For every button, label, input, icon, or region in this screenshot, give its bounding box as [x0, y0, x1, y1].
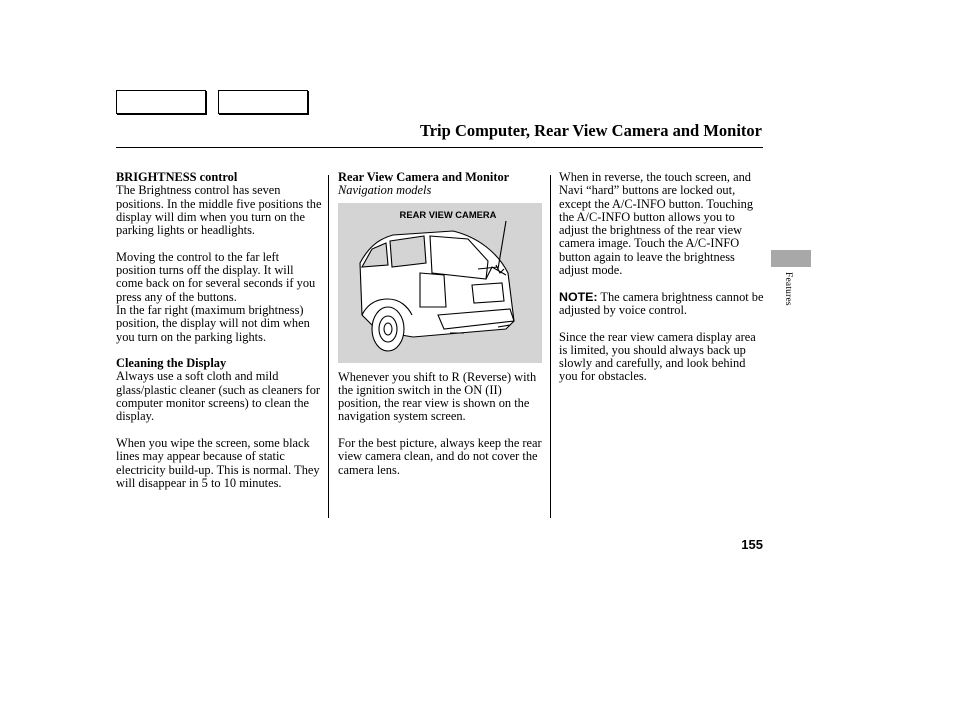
cleaning-heading: Cleaning the Display [116, 356, 227, 371]
brightness-paragraph-3: In the far right (maximum brightness) position, the display will not dim when you turn on the parking lights. [116, 302, 310, 344]
brightness-paragraph-1: The Brightness control has seven positions. In the middle five positions the display will dim when you turn on the parking lights or headlights. [116, 183, 322, 238]
note-paragraph [559, 291, 765, 318]
figure-label: REAR VIEW CAMERA [399, 208, 497, 220]
nav-box-2[interactable] [218, 90, 308, 114]
rear-view-camera-figure [338, 203, 542, 363]
column-divider-2 [550, 175, 551, 518]
note-text: The camera brightness cannot be adjusted by voice control. [559, 289, 764, 317]
camera-subheading: Navigation models [338, 183, 432, 198]
camera-heading: Rear View Camera and Monitor [338, 170, 510, 184]
title-rule [116, 147, 763, 148]
column-divider-1 [328, 175, 329, 518]
note-label: NOTE: [559, 289, 598, 304]
reverse-paragraph: When in reverse, the touch screen, and Navi “hard” buttons are locked out, except the A/C-INFO button. Touching the A/C-INFO button allows you to adjust the brightness of the rear view camera image. Touch the A/C-INFO button again to leave the brightness adjust mode. [559, 170, 754, 278]
middle-column [338, 171, 544, 490]
side-tab-label: Features [783, 272, 793, 306]
right-column [559, 171, 765, 397]
brightness-paragraph-2: Moving the control to the far left position turns off the display. It will come back on for several seconds if you press any of the buttons. [116, 249, 316, 304]
suv-rear-illustration [338, 203, 542, 363]
brightness-heading: BRIGHTNESS control [116, 170, 238, 184]
camera-paragraph-1: Whenever you shift to R (Reverse) with the ignition switch in the ON (II) position, the rear view is shown on the navigation system screen. [338, 369, 537, 424]
safety-paragraph: Since the rear view camera display area is limited, you should always back up slowly and carefully, and look behind you for obstacles. [559, 329, 756, 384]
cleaning-paragraph-1: Always use a soft cloth and mild glass/plastic cleaner (such as cleaners for computer monitor screens) to clean the display. [116, 369, 321, 424]
left-column [116, 171, 322, 503]
page-title: Trip Computer, Rear View Camera and Monitor [419, 121, 762, 140]
camera-paragraph-2: For the best picture, always keep the rear view camera clean, and do not cover the camera lens. [338, 436, 542, 477]
cleaning-paragraph-2: When you wipe the screen, some black lines may appear because of static electricity build-up. This is normal. They will disappear in 5 to 10 minutes. [116, 435, 320, 490]
nav-box-1[interactable] [116, 90, 206, 114]
page-number: 155 [741, 537, 763, 552]
side-tab [771, 250, 811, 267]
